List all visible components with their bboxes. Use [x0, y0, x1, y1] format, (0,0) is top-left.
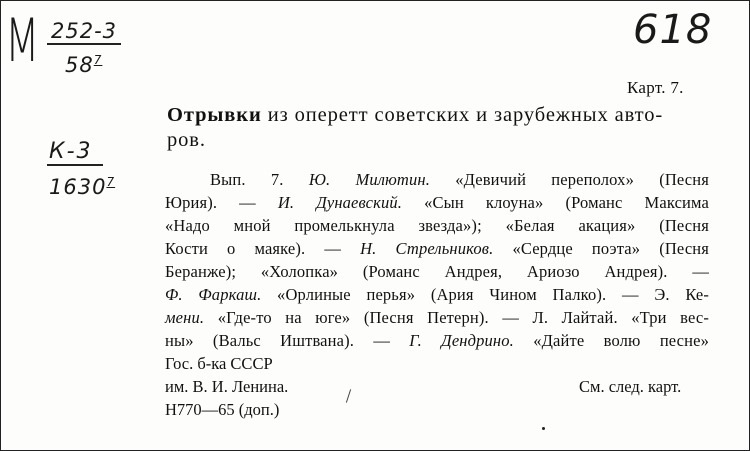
body-line: Беранже); «Холопка» (Романс Андрея, Ариозо Андрея). —	[165, 262, 709, 281]
body-line: мени. «Где-то на юге» (Песня Петерн). — Л. Лайтай. «Три вес-	[165, 308, 709, 327]
title-rest: из оперетт советских и зарубежных авто- ров.	[167, 104, 664, 151]
title-bold: Отрывки	[167, 104, 262, 126]
handwritten-letter: М	[5, 7, 40, 76]
body-line: Кости о маяке). — Н. Стрельников. «Сердце поэта» (Песня	[165, 239, 710, 258]
pencil-mark	[346, 389, 351, 403]
library-line: Гос. б-ка СССР	[165, 354, 273, 373]
body-line: Ф. Фаркаш. «Орлиные перья» (Ария Чином Палко). — Э. Ке-	[165, 285, 709, 304]
body-line: ны» (Вальс Иштвана). — Г. Дендрино. «Дайте волю песне»	[165, 331, 710, 350]
handwritten-k-code: К-3	[47, 139, 103, 166]
body-line: «Надо мной промелькнула звезда»); «Белая акация» (Песня	[165, 216, 709, 235]
ink-dot	[542, 427, 545, 430]
handwritten-card-number: 618	[633, 7, 713, 53]
library-info	[165, 352, 288, 421]
see-next-card: См. след. карт.	[579, 377, 682, 396]
card-body	[165, 168, 709, 352]
card-label: Карт. 7.	[627, 78, 684, 97]
body-line: Юрия). — И. Дунаевский. «Сын клоуна» (Романс Максима	[165, 193, 709, 212]
library-line: им. В. И. Ленина.	[165, 377, 289, 396]
library-line: Н770—65 (доп.)	[165, 400, 280, 419]
handwritten-k-number: 1630$^7$	[49, 175, 116, 199]
body-line: Вып. 7. Ю. Милютин. «Девичий переполох» (Песня	[210, 170, 709, 189]
handwritten-shelf-number-bottom: $58^7$	[65, 53, 103, 77]
card-title	[167, 103, 709, 153]
handwritten-shelf-number-top: 252-3	[47, 19, 121, 45]
